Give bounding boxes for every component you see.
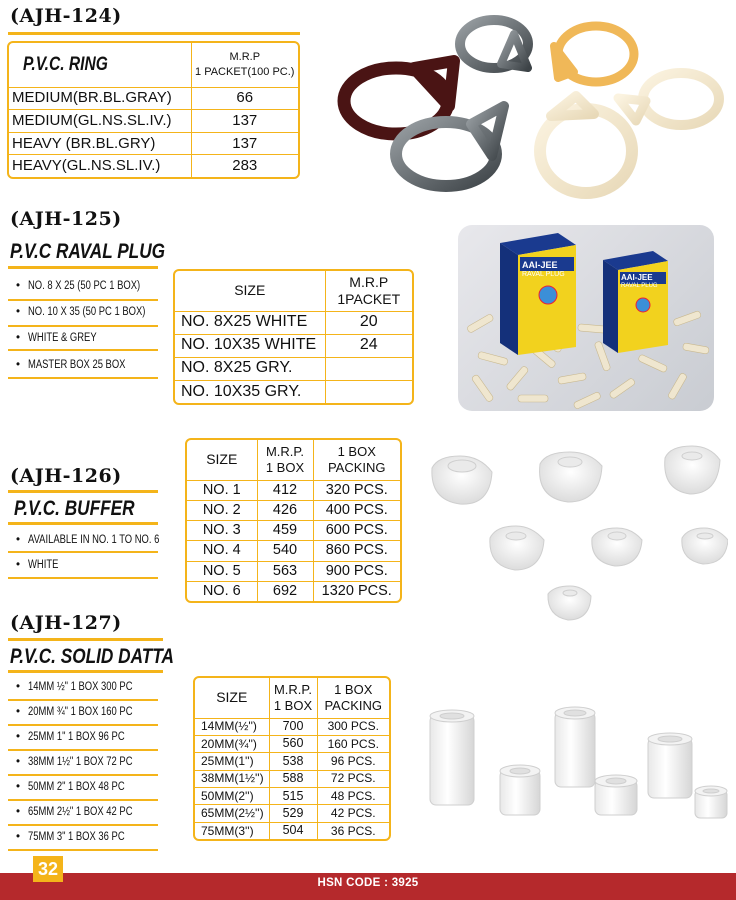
page-number: 32 <box>33 856 63 882</box>
raval-plug-price-table <box>173 269 414 405</box>
list-item: • NO. 8 X 25 (50 PC 1 BOX) <box>8 275 158 301</box>
mrp-header <box>325 271 412 311</box>
list-item: • 20MM ¾" 1 BOX 160 PC <box>8 701 158 726</box>
table-row: 50MM(2'') 515 48 PCS. <box>195 787 389 804</box>
table-row: NO. 10X35 WHITE 24 <box>175 334 412 357</box>
solid-datta-bullets <box>8 676 158 851</box>
box-brand: AAI-JEE <box>522 260 558 270</box>
packing-header: 1 BOX PACKING <box>313 440 400 480</box>
table-row: NO. 6 692 1320 PCS. <box>187 581 400 601</box>
table-row: NO. 8X25 WHITE 20 <box>175 311 412 334</box>
table-row <box>9 87 298 110</box>
row-item: MEDIUM(BR.BL.GRAY) <box>9 87 191 110</box>
table-row: NO. 4 540 860 PCS. <box>187 541 400 561</box>
mrp-label: M.R.P <box>349 273 389 290</box>
box-label: RAVAL PLUG <box>621 283 658 289</box>
mrp-label: M.R.P <box>229 50 261 63</box>
table-row: 75MM(3'') 504 36 PCS. <box>195 822 389 839</box>
ring-product-photo <box>336 6 728 206</box>
raval-plug-product-photo <box>458 225 714 411</box>
packing-header: 1 BOX PACKING <box>317 678 389 718</box>
table-row: NO. 2 426 400 PCS. <box>187 500 400 520</box>
table-row: 38MM(1½'') 588 72 PCS. <box>195 770 389 787</box>
table-row: 65MM(2½'') 529 42 PCS. <box>195 805 389 822</box>
row-item: HEAVY(GL.NS.SL.IV.) <box>9 155 191 177</box>
box-brand: AAI-JEE <box>621 273 653 282</box>
list-item: • 50MM 2" 1 BOX 48 PC <box>8 776 158 801</box>
row-price: 137 <box>191 110 298 133</box>
section-underline <box>8 490 158 493</box>
section-underline <box>8 638 163 641</box>
size-header: SIZE <box>195 678 269 718</box>
list-item: • WHITE & GREY <box>8 327 158 351</box>
row-item: HEAVY (BR.BL.GRY) <box>9 132 191 155</box>
row-price: 66 <box>191 87 298 110</box>
section-underline <box>8 522 158 525</box>
table-row: NO. 1 412 320 PCS. <box>187 480 400 500</box>
list-item: • WHITE <box>8 553 158 579</box>
size-header: SIZE <box>175 271 325 311</box>
list-item: • AVAILABLE IN NO. 1 TO NO. 6 <box>8 528 158 553</box>
table-row: 20MM(¾'') 560 160 PCS. <box>195 735 389 752</box>
raval-plug-illustration <box>458 225 714 411</box>
list-item: • NO. 10 X 35 (50 PC 1 BOX) <box>8 301 158 327</box>
section-underline <box>8 266 158 269</box>
product-code-ajh125: (AJH-125) <box>10 208 122 230</box>
row-item: MEDIUM(GL.NS.SL.IV.) <box>9 110 191 133</box>
solid-datta-product-photo <box>420 700 730 830</box>
packet-label: 1 PACKET(100 PC.) <box>195 65 295 78</box>
solid-datta-price-table <box>193 676 391 841</box>
table-row: 14MM(½'') 700 300 PCS. <box>195 718 389 735</box>
box-label: RAVAL PLUG <box>522 271 565 278</box>
raval-plug-bullets <box>8 275 158 379</box>
mrp-header: M.R.P. 1 BOX <box>257 440 313 480</box>
table-row: 25MM(1'') 538 96 PCS. <box>195 753 389 770</box>
table-row <box>9 155 298 177</box>
size-header: SIZE <box>187 440 257 480</box>
table-row: NO. 8X25 GRY. <box>175 357 412 380</box>
list-item: • 25MM 1" 1 BOX 96 PC <box>8 726 158 751</box>
list-item: • MASTER BOX 25 BOX <box>8 351 158 379</box>
row-price: 137 <box>191 132 298 155</box>
table-row: NO. 10X35 GRY. <box>175 380 412 403</box>
buffer-price-table <box>185 438 402 603</box>
section-underline <box>8 32 300 35</box>
packet-label: 1PACKET <box>337 290 401 307</box>
list-item: • 14MM ½" 1 BOX 300 PC <box>8 676 158 701</box>
product-title-ring: P.V.C. RING <box>23 53 108 75</box>
section-underline <box>8 670 163 673</box>
buffer-bullets <box>8 528 158 579</box>
mrp-header: M.R.P. 1 BOX <box>269 678 317 718</box>
list-item: • 65MM 2½" 1 BOX 42 PC <box>8 801 158 826</box>
product-title-solid-datta: P.V.C. SOLID DATTA <box>10 645 174 668</box>
table-row <box>9 110 298 133</box>
product-code-ajh127: (AJH-127) <box>10 612 122 634</box>
list-item: • 75MM 3" 1 BOX 36 PC <box>8 826 158 851</box>
buffer-product-photo <box>420 438 728 628</box>
table-row: NO. 3 459 600 PCS. <box>187 521 400 541</box>
product-code-ajh126: (AJH-126) <box>10 465 122 487</box>
ring-title-cell <box>9 43 191 87</box>
list-item: • 38MM 1½" 1 BOX 72 PC <box>8 751 158 776</box>
ring-mrp-header <box>191 43 298 87</box>
row-price: 283 <box>191 155 298 177</box>
table-row: NO. 5 563 900 PCS. <box>187 561 400 581</box>
hsn-code: HSN CODE : 3925 <box>317 877 419 889</box>
ring-price-table <box>7 41 300 179</box>
product-title-buffer: P.V.C. BUFFER <box>14 497 135 520</box>
product-title-raval-plug: P.V.C RAVAL PLUG <box>10 240 166 263</box>
product-code-ajh124: (AJH-124) <box>10 5 122 27</box>
table-row <box>9 132 298 155</box>
